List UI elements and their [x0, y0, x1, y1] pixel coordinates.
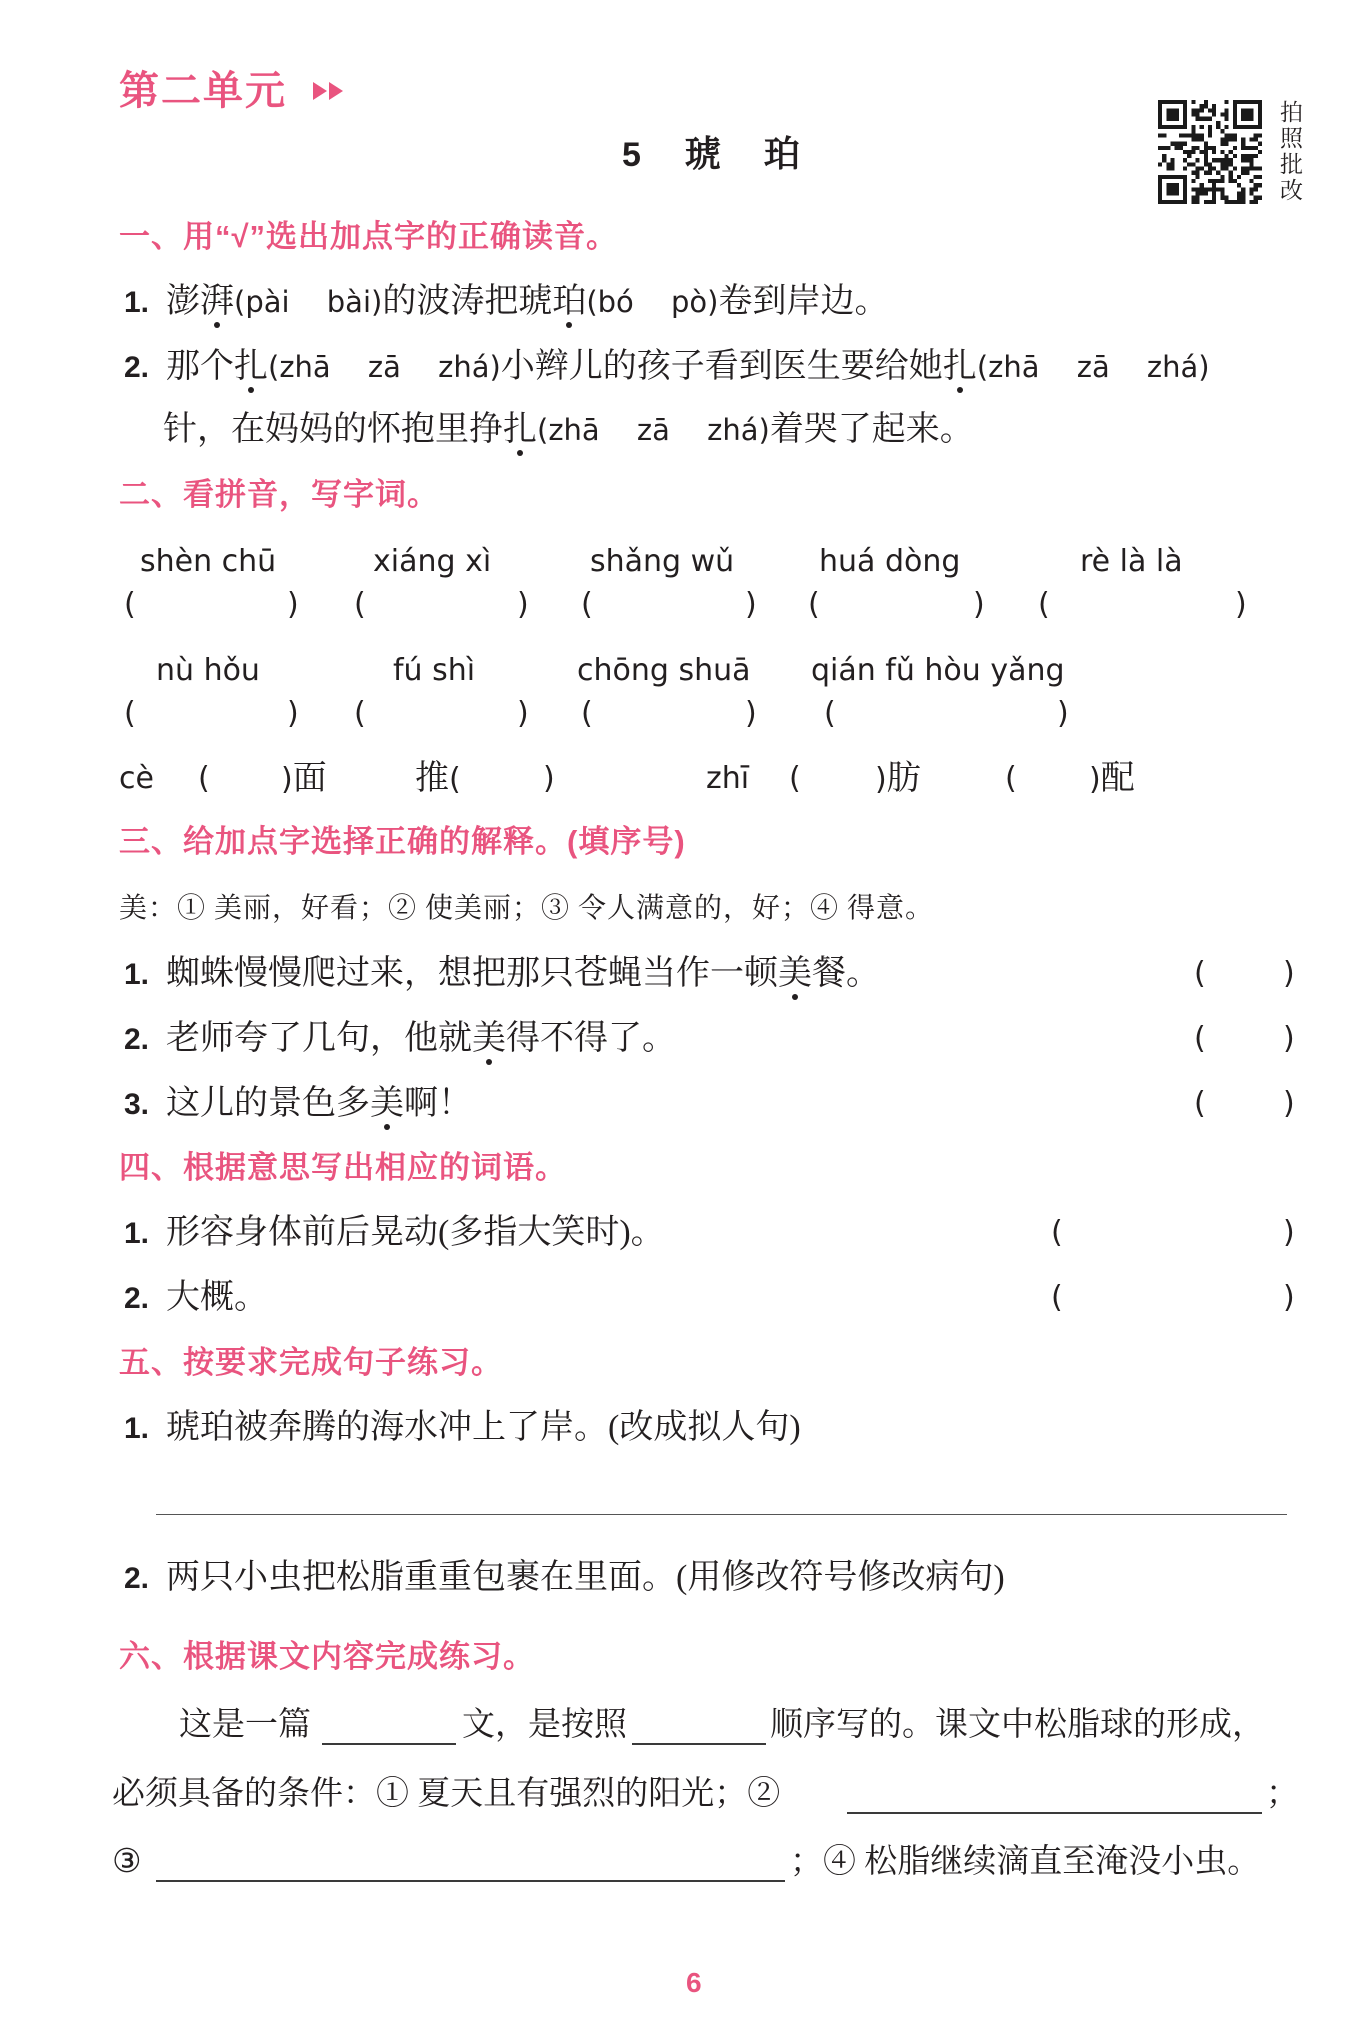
s5-item-2: [124, 1558, 1005, 1598]
arrow-triangle: [329, 82, 343, 100]
answer-paren-close: ): [517, 696, 529, 731]
answer-paren-open: (: [198, 761, 210, 796]
answer-paren-open: (: [808, 587, 820, 622]
answer-paren-open: (: [581, 587, 593, 622]
item-text: 形容身体前后晃动(多指大笑时)。: [166, 1214, 665, 1251]
dotted-char: 扎: [942, 348, 977, 385]
section-6-heading: 六、根据课文内容完成练习。: [119, 1639, 535, 1674]
pinyin-options: (bó pò): [586, 285, 719, 319]
answer-paren-close: ): [543, 761, 555, 796]
item-number: 3.: [124, 1088, 150, 1121]
section-2-heading: 二、看拼音，写字词。: [119, 477, 439, 512]
paragraph-text: 这是一篇: [179, 1707, 311, 1743]
word-fill-in: [281, 761, 327, 797]
qr-code-icon: [1156, 98, 1264, 206]
dotted-char: 美: [778, 955, 812, 992]
answer-blank: [156, 1880, 785, 1882]
answer-paren-close: ): [745, 587, 757, 622]
pinyin-prompt: shǎng wǔ: [590, 544, 735, 579]
pinyin-prompt: xiáng xì: [373, 544, 492, 579]
definition-list: 美：① 美丽，好看；② 使美丽；③ 令人满意的，好；④ 得意。: [119, 893, 935, 924]
answer-paren-close: ): [1057, 696, 1069, 731]
answer-paren-close: ): [1283, 1280, 1295, 1315]
word-fill-in: [415, 761, 461, 797]
pinyin-options: (zhā zā zhá): [537, 413, 770, 447]
answer-paren-open: (: [824, 696, 836, 731]
s5-item-1: [124, 1408, 801, 1448]
answer-paren-close: ): [1089, 762, 1101, 797]
dotted-char: 湃: [200, 283, 234, 320]
s1-item-2-line-2: [163, 410, 974, 450]
item-number: 2.: [124, 1023, 150, 1056]
answer-paren-open: (: [1038, 587, 1050, 622]
word-suffix: 肪: [886, 760, 921, 797]
answer-paren-open: (: [354, 587, 366, 622]
answer-paren-open: (: [1194, 1021, 1206, 1056]
item-number: 2.: [124, 1562, 150, 1595]
qr-caption: 拍照批改: [1277, 100, 1303, 204]
pinyin-prompt: nù hǒu: [156, 653, 260, 688]
answer-paren-close: ): [973, 587, 985, 622]
s3-item-1: [124, 954, 880, 994]
item-number: 2.: [124, 351, 150, 384]
s1-item-2-line-1: [124, 347, 1210, 387]
answer-paren-open: (: [1194, 956, 1206, 991]
word-suffix: 面: [292, 760, 327, 797]
pinyin-prompt: chōng shuā: [577, 653, 751, 688]
arrow-triangle: [313, 82, 327, 100]
answer-paren-open: (: [1005, 761, 1017, 796]
section-1-heading: 一、用“√”选出加点字的正确读音。: [119, 219, 619, 254]
paragraph-text: 必须具备的条件：① 夏天且有强烈的阳光；②: [112, 1776, 781, 1812]
s4-item-2: [124, 1278, 268, 1318]
item-text: 着哭了起来。: [769, 411, 974, 448]
dotted-char: 美: [472, 1020, 506, 1057]
answer-paren-close: ): [1283, 1215, 1295, 1250]
paragraph-text: ；④ 松脂继续滴直至淹没小虫。: [790, 1844, 1261, 1880]
answer-paren-open: (: [581, 696, 593, 731]
lesson-heading: [622, 132, 843, 176]
item-number: 1.: [124, 1217, 150, 1250]
item-text: 啊！: [404, 1085, 472, 1122]
answer-paren-close: ): [281, 762, 293, 797]
dotted-char: 美: [370, 1085, 404, 1122]
item-number: 1.: [124, 958, 150, 991]
answer-blank: [632, 1743, 766, 1745]
double-arrow-icon: [313, 82, 349, 100]
section-3-heading: 三、给加点字选择正确的解释。(填序号): [119, 824, 686, 859]
pinyin-prompt: cè: [119, 761, 154, 796]
pinyin-options: (pài bài): [234, 285, 383, 319]
item-text: 的波涛把琥: [382, 283, 553, 320]
dotted-char: 珀: [552, 283, 587, 320]
s1-item-1: [124, 282, 888, 322]
section-4-heading: 四、根据意思写出相应的词语。: [119, 1150, 567, 1185]
answer-paren-close: ): [1283, 1021, 1295, 1056]
answer-paren-close: ): [287, 696, 299, 731]
answer-paren-close: ): [1235, 587, 1247, 622]
word-fill-in: [1089, 761, 1135, 797]
pinyin-options: (zhā zā zhá): [268, 350, 501, 384]
item-text: 两只小虫把松脂重重包裹在里面。(用修改符号修改病句): [166, 1559, 1005, 1596]
item-text: 卷到岸边。: [718, 283, 889, 320]
page-number: 6: [686, 1967, 702, 1998]
item-text: 针，在妈妈的怀抱里挣: [163, 411, 503, 448]
word-prefix: 推: [415, 760, 449, 797]
answer-paren-close: ): [875, 762, 887, 797]
lesson-title: 琥珀: [684, 133, 843, 174]
answer-line: [156, 1514, 1287, 1515]
item-text: 琥珀被奔腾的海水冲上了岸。(改成拟人句): [166, 1409, 801, 1446]
answer-paren-close: ): [1283, 1086, 1295, 1121]
section-5-heading: 五、按要求完成句子练习。: [119, 1345, 503, 1380]
s4-item-1: [124, 1213, 665, 1253]
word-suffix: 配: [1100, 760, 1135, 797]
item-text: 老师夸了几句，他就: [166, 1020, 472, 1057]
dotted-char: 扎: [503, 411, 537, 448]
item-number: 1.: [124, 1412, 150, 1445]
item-text: 得不得了。: [506, 1020, 676, 1057]
word-fill-in: [875, 761, 921, 797]
pinyin-options: (zhā zā zhá): [976, 350, 1210, 384]
pinyin-prompt: zhī: [706, 761, 750, 796]
item-text: 小辫儿的孩子看到医生要给她: [500, 348, 943, 385]
answer-paren-close: ): [517, 587, 529, 622]
answer-paren-open: (: [124, 696, 136, 731]
item-text: 澎: [166, 283, 200, 320]
s3-item-2: [124, 1019, 676, 1059]
item-text: 蜘蛛慢慢爬过来，想把那只苍蝇当作一顿: [166, 955, 778, 992]
answer-paren-close: ): [745, 696, 757, 731]
pinyin-prompt: qián fǔ hòu yǎng: [811, 653, 1065, 688]
answer-blank: [322, 1743, 456, 1745]
answer-paren-open: (: [789, 761, 801, 796]
answer-paren-close: ): [287, 587, 299, 622]
pinyin-prompt: rè là là: [1080, 544, 1183, 579]
paragraph-text: ；: [1266, 1776, 1299, 1812]
answer-blank: [847, 1812, 1262, 1814]
answer-paren-open: (: [1051, 1280, 1063, 1315]
paragraph-text: 顺序写的。课文中松脂球的形成，: [770, 1707, 1265, 1743]
pinyin-prompt: shèn chū: [140, 544, 277, 579]
pinyin-prompt: huá dòng: [819, 544, 961, 579]
answer-paren-open: (: [354, 696, 366, 731]
s3-item-3: [124, 1084, 472, 1124]
answer-paren-open: (: [124, 587, 136, 622]
item-text: 那个: [166, 348, 234, 385]
answer-paren-close: ): [1283, 956, 1295, 991]
answer-paren-open: (: [1051, 1215, 1063, 1250]
paragraph-text: 文，是按照: [462, 1707, 627, 1743]
pinyin-prompt: fú shì: [393, 653, 476, 688]
item-text: 这儿的景色多: [166, 1085, 370, 1122]
answer-paren-open: (: [1194, 1086, 1206, 1121]
lesson-number: 5: [622, 136, 641, 174]
item-number: 1.: [124, 286, 150, 319]
dotted-char: 扎: [234, 348, 268, 385]
item-number: 2.: [124, 1282, 150, 1315]
item-text: 餐。: [812, 955, 880, 992]
paragraph-text: ③: [112, 1844, 142, 1880]
item-text: 大概。: [166, 1279, 268, 1316]
answer-paren-open: (: [449, 762, 461, 797]
unit-title: 第二单元: [119, 69, 287, 113]
